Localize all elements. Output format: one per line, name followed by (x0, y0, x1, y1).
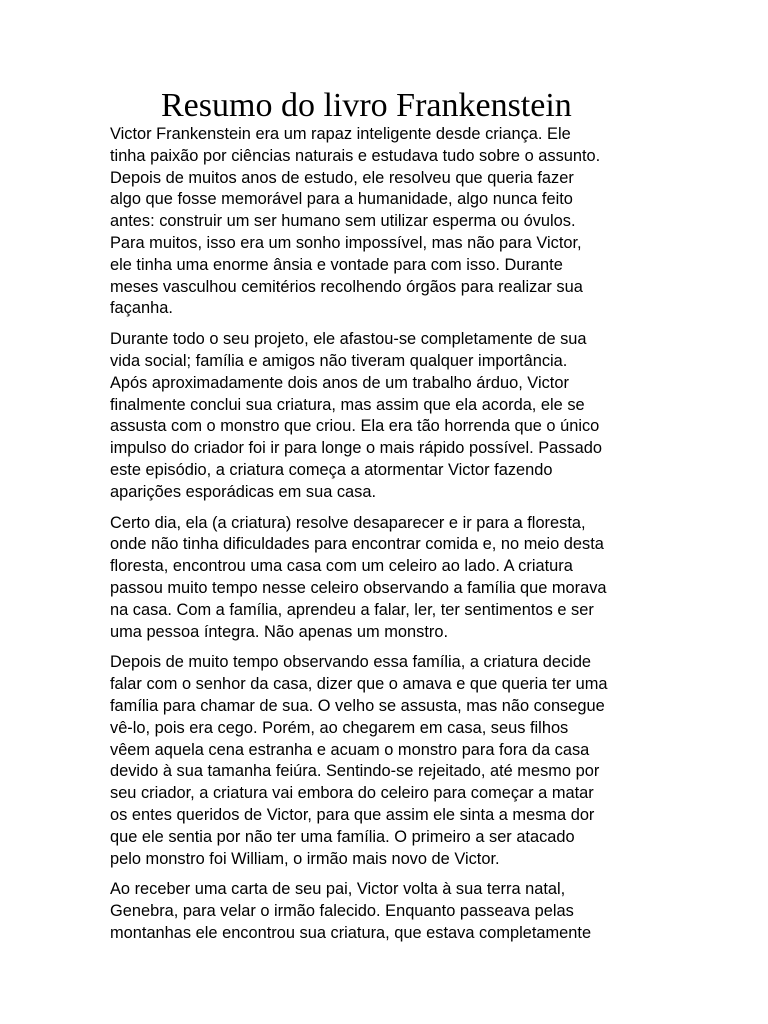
paragraph-2 (110, 329, 670, 503)
text-line: Depois de muitos anos de estudo, ele resolveu que queria fazer (110, 168, 574, 187)
text-line: passou muito tempo nesse celeiro observando a família que morava (110, 578, 607, 597)
text-line: Após aproximadamente dois anos de um trabalho árduo, Victor (110, 373, 569, 392)
text-line: falar com o senhor da casa, dizer que o amava e que queria ter uma (110, 675, 608, 694)
text-line: aparições esporádicas em sua casa. (110, 482, 377, 501)
text-line: Certo dia, ela (a criatura) resolve desaparecer e ir para a floresta, (110, 513, 586, 532)
text-line: na casa. Com a família, aprendeu a falar, ler, ter sentimentos e ser (110, 600, 594, 619)
text-line: vê-lo, pois era cego. Porém, ao chegarem em casa, seus filhos (110, 718, 569, 737)
text-line: vêem aquela cena estranha e acuam o monstro para fora da casa (110, 740, 590, 759)
text-line: antes: construir um ser humano sem utilizar esperma ou óvulos. (110, 212, 576, 231)
text-line: Durante todo o seu projeto, ele afastou-se completamente de sua (110, 330, 587, 349)
text-line: ele tinha uma enorme ânsia e vontade para com isso. Durante (110, 255, 563, 274)
text-line: Victor Frankenstein era um rapaz inteligente desde criança. Ele (110, 125, 571, 143)
document-body (110, 124, 670, 954)
text-line: montanhas ele encontrou sua criatura, que estava completamente (110, 923, 592, 942)
text-line: Depois de muito tempo observando essa família, a criatura decide (110, 653, 592, 672)
text-line: floresta, encontrou uma casa com um celeiro ao lado. A criatura (110, 557, 573, 576)
text-line: assusta com o monstro que criou. Ela era tão horrenda que o único (110, 417, 600, 436)
paragraph-4 (110, 652, 670, 870)
text-line: Ao receber uma carta de seu pai, Victor volta à sua terra natal, (110, 880, 566, 899)
paragraph-3 (110, 513, 670, 644)
text-line: seu criador, a criatura vai embora do celeiro para começar a matar (110, 784, 594, 803)
text-line: onde não tinha dificuldades para encontrar comida e, no meio desta (110, 535, 604, 554)
text-line: Genebra, para velar o irmão falecido. Enquanto passeava pelas (110, 902, 574, 921)
text-line: tinha paixão por ciências naturais e estudava tudo sobre o assunto. (110, 146, 601, 165)
text-line: Para muitos, isso era um sonho impossível, mas não para Victor, (110, 233, 582, 252)
text-line: impulso do criador foi ir para longe o mais rápido possível. Passado (110, 439, 602, 458)
document-title: Resumo do livro Frankenstein (161, 87, 572, 124)
text-line: finalmente conclui sua criatura, mas assim que ela acorda, ele se (110, 395, 585, 414)
text-line: este episódio, a criatura começa a atormentar Victor fazendo (110, 460, 553, 479)
text-line: devido à sua tamanha feiúra. Sentindo-se rejeitado, até mesmo por (110, 762, 600, 781)
text-line: meses vasculhou cemitérios recolhendo órgãos para realizar sua (110, 277, 583, 296)
text-line: vida social; família e amigos não tiveram qualquer importância. (110, 351, 568, 370)
text-line: pelo monstro foi William, o irmão mais novo de Victor. (110, 849, 500, 868)
text-line: que ele sentia por não ter uma família. O primeiro a ser atacado (110, 827, 575, 846)
paragraph-1 (110, 124, 670, 320)
text-line: família para chamar de sua. O velho se assusta, mas não consegue (110, 696, 605, 715)
text-line: uma pessoa íntegra. Não apenas um monstro. (110, 622, 449, 641)
paragraph-5 (110, 879, 670, 944)
text-line: os entes queridos de Victor, para que assim ele sinta a mesma dor (110, 805, 595, 824)
text-line: algo que fosse memorável para a humanidade, algo nunca feito (110, 190, 573, 209)
text-line: façanha. (110, 299, 173, 318)
